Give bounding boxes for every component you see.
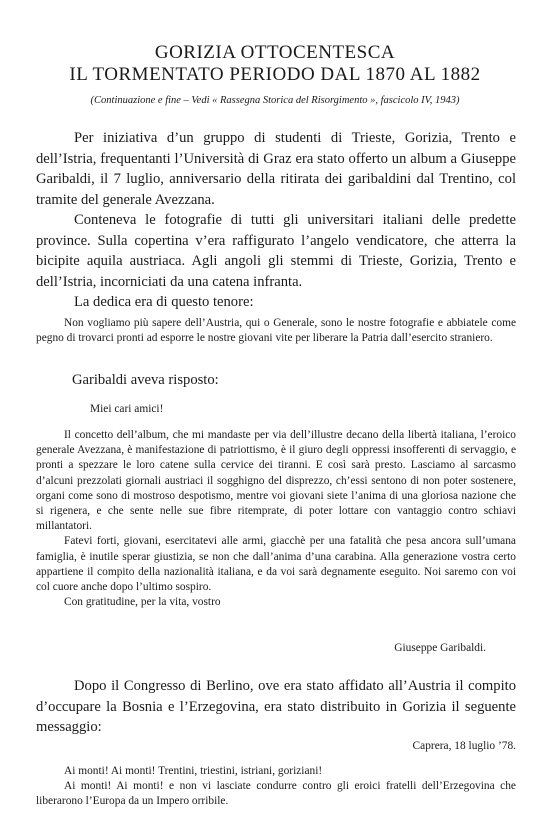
congress-paragraph: Dopo il Congresso di Berlino, ove era stato affidato all’Austria il compito d’occupare la Bosnia e l’Erzegovina, era stato distribuito in Gorizia il seguente messaggio: bbox=[36, 678, 516, 735]
reply-heading: Garibaldi aveva risposto: bbox=[72, 372, 219, 388]
intro-paragraph-3: La dedica era di questo tenore: bbox=[74, 294, 254, 310]
letter-signature: Giuseppe Garibaldi. bbox=[394, 642, 486, 654]
letter-closing: Con gratitudine, per la vita, vostro bbox=[64, 596, 221, 609]
message-dateline: Caprera, 18 luglio ’78. bbox=[412, 740, 516, 752]
intro-paragraph-2: Conteneva le fotografie di tutti gli universitari italiani delle predette province. Sulla copertina v’era raffigurato l’angelo vendicatore, che atterra la bicipite aquila austriaca. Agli angoli gli stemmi di Trieste, Gorizia, Trento e dell’Istria, incorniciati da una catena infranta. bbox=[36, 212, 516, 290]
article-title-line-1: GORIZIA OTTOCENTESCA bbox=[154, 42, 396, 63]
letter-paragraph-2: Fatevi forti, giovani, esercitatevi alle armi, giacchè per una fatalità che pesa ancora sull’umana famiglia, è inutile sperar giustizia, se non che dall’anima d’una carabina. Alla generazione vostra certo appartiene il compito della nazionalità italiana, e da voi sarà degnamente eseguito. Noi saremo con voi col cuore anche dopo l’ultimo sospiro. bbox=[36, 535, 516, 594]
letter-paragraph-1: Il concetto dell’album, che mi mandaste per via dell’illustre decano della libertà italiana, l’eroico generale Avezzana, è manifestazione di patriottismo, è il giuro degli oppressi insofferenti di servaggio, e pronti a spezzare le loro catene sulla cervice dei tiranni. E così sarà presto. Lasciamo al sarcasmo d’alcuni prezzolati giornali austriaci il sogghigno del disprezzo, ch’essi sentono di non poter sostenere, organi come sono di mostroso despotismo, mentre voi giovani siete l’anima di una gloriosa nazione che si rigenera, e che sente nelle sue fibre ritemprate, di poter lottare con vantaggio contro schiavi millantatori. bbox=[36, 429, 516, 533]
intro-section bbox=[36, 128, 516, 313]
dedication-text bbox=[36, 316, 516, 346]
letter-body bbox=[36, 428, 516, 610]
letter-greeting: Miei cari amici! bbox=[90, 403, 164, 415]
message-line-2: Ai monti! Ai monti! e non vi lasciate condurre contro gli eroici fratelli dell’Erzegovina che liberarono l’Europa da un Impero orribile. bbox=[36, 780, 516, 808]
article-title-line-2: IL TORMENTATO PERIODO DAL 1870 AL 1882 bbox=[69, 64, 481, 85]
message-line-1: Ai monti! Ai monti! Trentini, triestini, istriani, goriziani! bbox=[64, 765, 323, 777]
message-body bbox=[36, 764, 516, 810]
congress-section bbox=[36, 676, 516, 738]
intro-paragraph-1: Per iniziativa d’un gruppo di studenti di Trieste, Gorizia, Trento e dell’Istria, frequentanti l’Università di Graz era stato offerto un album a Giuseppe Garibaldi, il 7 luglio, anniversario della ritirata dei garibaldini dal Trentino, col tramite del generale Avezzana. bbox=[36, 130, 516, 208]
dedication-paragraph: Non vogliamo più sapere dell’Austria, qui o Generale, sono le nostre fotografie e abbiatele come pegno di trovarci pronti ad esporre le nostre giovani vite per liberare la Patria dall’esercito straniero. bbox=[36, 317, 516, 345]
article-subtitle: (Continuazione e fine – Vedi « Rassegna Storica del Risorgimento », fascicolo IV, 1943) bbox=[90, 95, 460, 106]
